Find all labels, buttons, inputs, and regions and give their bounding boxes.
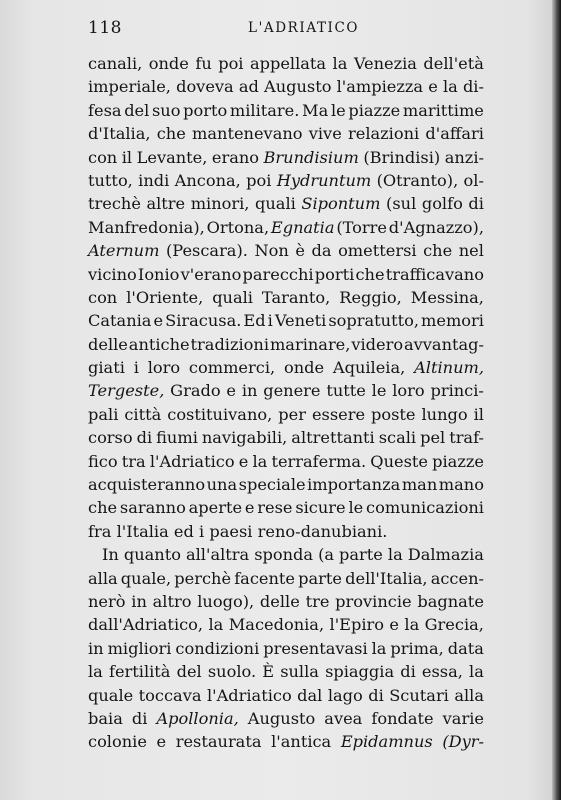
word: (Pescara).: [165, 241, 248, 261]
word: princi-: [430, 381, 484, 401]
word: È: [262, 662, 275, 682]
word: e: [226, 381, 236, 401]
word: marittime: [402, 100, 484, 120]
text-line: [88, 613, 484, 636]
italic-word: Brundisium: [263, 147, 359, 167]
word: le: [330, 100, 346, 120]
word: omettersi: [338, 241, 417, 261]
word: tutte: [326, 381, 366, 401]
word: spiaggia: [325, 662, 395, 682]
word: l'Epiro: [329, 615, 384, 635]
word: terraferma.: [271, 451, 367, 471]
word: anzi-: [444, 147, 484, 167]
word: (sul: [386, 194, 417, 214]
word: memori: [421, 311, 484, 331]
word: quale: [88, 685, 134, 705]
word: (Torre: [336, 217, 387, 237]
word: l'Oriente,: [126, 287, 204, 307]
text-line: [88, 450, 484, 473]
word: lago: [327, 685, 363, 705]
word: loro: [147, 358, 181, 378]
word: varie: [442, 708, 484, 728]
word: pel: [420, 428, 446, 448]
word: fico: [88, 451, 118, 471]
word: e: [153, 311, 164, 331]
word: nel: [458, 241, 484, 261]
word: aperte: [188, 498, 243, 518]
word: di: [400, 662, 416, 682]
italic-word: (Dyr-: [442, 732, 484, 752]
word: in: [131, 591, 147, 611]
word: porti: [314, 264, 355, 284]
word: sopratutto,: [328, 311, 419, 331]
word: marinare,: [269, 334, 351, 354]
text-line: [88, 590, 484, 613]
word: fra: [88, 521, 112, 541]
word: Ma: [302, 100, 329, 120]
word: quale,: [120, 568, 172, 588]
word: sicure: [295, 498, 346, 518]
word: che: [423, 241, 453, 261]
word: del: [124, 100, 150, 120]
word: Dalmazia: [407, 545, 484, 565]
word: delle: [88, 334, 128, 354]
word: poi: [246, 170, 272, 190]
word: suolo.: [207, 662, 257, 682]
word: dal: [297, 685, 323, 705]
word: parecchi: [242, 264, 314, 284]
word: relazioni: [348, 124, 420, 144]
word: restaurata: [175, 732, 262, 752]
text-line: [88, 333, 484, 356]
word: acquisteranno: [88, 475, 206, 495]
word: doveva: [176, 77, 234, 97]
page-edge-shadow: [552, 0, 561, 800]
word: Ionio: [137, 264, 180, 284]
text-line: [88, 263, 484, 286]
word: prima,: [390, 638, 444, 658]
word: Levante,: [136, 147, 208, 167]
text-line: [88, 216, 484, 239]
word: imperiale,: [88, 77, 171, 97]
word: tutto,: [88, 170, 133, 190]
word: il: [121, 147, 133, 167]
word: sulla: [280, 662, 319, 682]
word: Veneti: [274, 311, 327, 331]
word: tradizioni: [190, 334, 270, 354]
word: i: [199, 521, 205, 541]
italic-word: Tergeste,: [88, 381, 165, 401]
word: fondate: [371, 708, 434, 728]
word: di: [368, 685, 384, 705]
word: piazze: [348, 100, 401, 120]
word: reno-danubiani.: [257, 521, 388, 541]
word: luogo),: [197, 591, 255, 611]
word: fu: [195, 54, 212, 73]
italic-word: Egnatia: [270, 217, 335, 237]
word: poi: [218, 54, 244, 73]
word: pali: [88, 404, 119, 424]
word: Non: [254, 241, 289, 261]
word: Siracusa.: [165, 311, 242, 331]
word: trafficavano: [385, 264, 484, 284]
word: mano: [438, 475, 484, 495]
word: genere: [263, 381, 321, 401]
word: Grecia,: [424, 615, 484, 635]
word: mantenevano: [192, 124, 303, 144]
italic-word: Epidamnus: [340, 732, 433, 752]
word: bagnate: [417, 591, 484, 611]
word: tre: [305, 591, 330, 611]
text-line: [88, 730, 484, 753]
word: alla: [454, 685, 484, 705]
word: golfo: [421, 194, 463, 214]
text-line: [88, 356, 484, 379]
word: la: [88, 662, 103, 682]
word: i: [267, 311, 273, 331]
word: con: [88, 287, 118, 307]
word: In: [102, 545, 119, 565]
word: e: [244, 498, 255, 518]
word: giati: [88, 358, 125, 378]
word: vive: [308, 124, 342, 144]
word: dell'Italia,: [345, 568, 428, 588]
text-line: [88, 309, 484, 332]
text-line: [88, 75, 484, 98]
word: l'antica: [271, 732, 332, 752]
word: Ed: [243, 311, 266, 331]
word: l'ampiezza: [336, 77, 424, 97]
word: il: [473, 404, 484, 424]
text-line: [88, 286, 484, 309]
word: Ancona,: [174, 170, 241, 190]
word: Aquileia,: [332, 358, 406, 378]
word: che: [88, 498, 118, 518]
word: trechè: [88, 194, 141, 214]
word: l'Adriatico: [149, 451, 235, 471]
word: la: [387, 545, 403, 565]
italic-word: Sipontum: [301, 194, 381, 214]
word: di-: [462, 77, 484, 97]
word: e: [238, 451, 249, 471]
word: erano: [211, 147, 260, 167]
word: ol-: [463, 170, 484, 190]
text-line: [88, 379, 484, 402]
word: (Otranto),: [376, 170, 459, 190]
italic-word: Hydruntum: [276, 170, 372, 190]
word: la: [404, 615, 420, 635]
word: man: [401, 475, 438, 495]
word: accen-: [430, 568, 484, 588]
word: e: [156, 732, 167, 752]
word: militare.: [229, 100, 300, 120]
word: poste: [371, 404, 416, 424]
word: appellata: [249, 54, 327, 73]
word: data: [447, 638, 484, 658]
word: (Brindisi): [363, 147, 441, 167]
word: Taranto,: [261, 287, 331, 307]
word: lungo: [421, 404, 468, 424]
word: Queste: [370, 451, 428, 471]
text-line: [88, 707, 484, 730]
word: Scutari: [389, 685, 449, 705]
word: rese: [257, 498, 293, 518]
word: sponda: [254, 545, 314, 565]
word: quanto: [123, 545, 181, 565]
word: Augusto: [264, 77, 332, 97]
word: quali: [255, 194, 296, 214]
word: avea: [324, 708, 363, 728]
page-header: [88, 18, 484, 40]
word: la: [332, 54, 348, 73]
word: del: [176, 662, 202, 682]
word: perchè: [174, 568, 232, 588]
word: traf-: [449, 428, 484, 448]
word: all'altra: [185, 545, 250, 565]
word: altro: [152, 591, 192, 611]
word: Manfredonia),: [88, 217, 205, 237]
word: onde: [148, 54, 189, 73]
word: indi: [138, 170, 170, 190]
text-line: [88, 146, 484, 169]
word: l'Adriatico: [206, 685, 292, 705]
word: i: [133, 358, 139, 378]
text-line: [88, 473, 484, 496]
text-line: [88, 520, 484, 543]
word: nerò: [88, 591, 126, 611]
text-line: [88, 684, 484, 707]
word: fiumi: [156, 428, 198, 448]
word: colonie: [88, 732, 147, 752]
word: porto: [183, 100, 228, 120]
word: fertilità: [108, 662, 171, 682]
text-line: [88, 426, 484, 449]
italic-word: Altinum,: [414, 358, 484, 378]
word: parte: [298, 568, 342, 588]
word: alla: [88, 568, 118, 588]
word: presentavasi: [263, 638, 368, 658]
word: la: [371, 638, 387, 658]
word: d'Italia,: [88, 124, 151, 144]
word: e: [389, 615, 399, 635]
word: paesi: [209, 521, 253, 541]
word: saranno: [119, 498, 186, 518]
word: facente: [234, 568, 295, 588]
italic-word: Aternum: [88, 241, 160, 261]
word: Reggio,: [339, 287, 402, 307]
word: con: [88, 147, 118, 167]
word: Ortona,: [206, 217, 270, 237]
word: che: [355, 264, 385, 284]
word: d'Agnazzo),: [388, 217, 484, 237]
word: piazze: [432, 451, 484, 471]
word: loro: [392, 381, 425, 401]
word: quali: [212, 287, 253, 307]
word: antiche: [128, 334, 190, 354]
word: d'affari: [425, 124, 484, 144]
word: migliori: [107, 638, 172, 658]
word: Macedonia,: [228, 615, 325, 635]
text-line: [88, 496, 484, 519]
italic-word: Apollonia,: [156, 708, 239, 728]
word: commerci,: [188, 358, 276, 378]
word: dell'età: [423, 54, 484, 73]
text-line: [88, 660, 484, 683]
word: di: [136, 428, 153, 448]
word: la: [252, 451, 268, 471]
word: che: [156, 124, 186, 144]
word: l'Italia: [116, 521, 169, 541]
word: fesa: [88, 100, 122, 120]
word: costituivano,: [167, 404, 273, 424]
word: corso: [88, 428, 133, 448]
running-title: L'ADRIATICO: [248, 20, 360, 36]
word: è: [295, 241, 305, 261]
text-line: [88, 637, 484, 660]
word: avvantag-: [403, 334, 484, 354]
word: suo: [151, 100, 181, 120]
word: essa,: [421, 662, 463, 682]
word: tra: [121, 451, 146, 471]
word: provincie: [335, 591, 412, 611]
word: una: [206, 475, 238, 495]
word: di: [468, 194, 484, 214]
word: la: [442, 77, 458, 97]
text-line: [88, 169, 484, 192]
word: le: [348, 498, 364, 518]
word: per: [278, 404, 306, 424]
word: navigabili,: [201, 428, 288, 448]
word: la: [208, 615, 224, 635]
word: Augusto: [247, 708, 316, 728]
word: canali,: [88, 54, 143, 73]
word: comunicazioni: [366, 498, 484, 518]
word: importanza: [307, 475, 401, 495]
word: in: [241, 381, 258, 401]
word: altrettanti: [291, 428, 375, 448]
word: le: [371, 381, 387, 401]
word: baia: [88, 708, 123, 728]
word: Grado: [170, 381, 221, 401]
word: la: [469, 662, 484, 682]
word: minori,: [190, 194, 250, 214]
text-line: [88, 99, 484, 122]
word: Catania: [88, 311, 152, 331]
word: da: [311, 241, 332, 261]
word: onde: [283, 358, 325, 378]
text-line: [88, 192, 484, 215]
text-line: [88, 403, 484, 426]
word: essere: [311, 404, 366, 424]
word: Venezia: [353, 54, 417, 73]
word: di: [131, 708, 148, 728]
word: toccava: [138, 685, 202, 705]
word: dall'Adriatico,: [88, 615, 204, 635]
word: vicino: [88, 264, 137, 284]
text-line: [88, 567, 484, 590]
text-line: [88, 543, 484, 566]
text-line: [88, 239, 484, 262]
word: in: [88, 638, 104, 658]
word: città: [124, 404, 162, 424]
word: condizioni: [175, 638, 260, 658]
word: delle: [259, 591, 300, 611]
word: parte: [339, 545, 383, 565]
page-number: 118: [88, 18, 122, 38]
word: ed: [173, 521, 194, 541]
word: scali: [378, 428, 417, 448]
word: Messina,: [410, 287, 484, 307]
word: videro: [351, 334, 404, 354]
body-text: [88, 52, 484, 754]
word: (a: [318, 545, 335, 565]
word: speciale: [238, 475, 306, 495]
word: v'erano: [180, 264, 242, 284]
text-line: [88, 122, 484, 145]
word: altre: [146, 194, 186, 214]
word: e: [428, 77, 438, 97]
word: ad: [238, 77, 259, 97]
text-line: [88, 52, 484, 75]
